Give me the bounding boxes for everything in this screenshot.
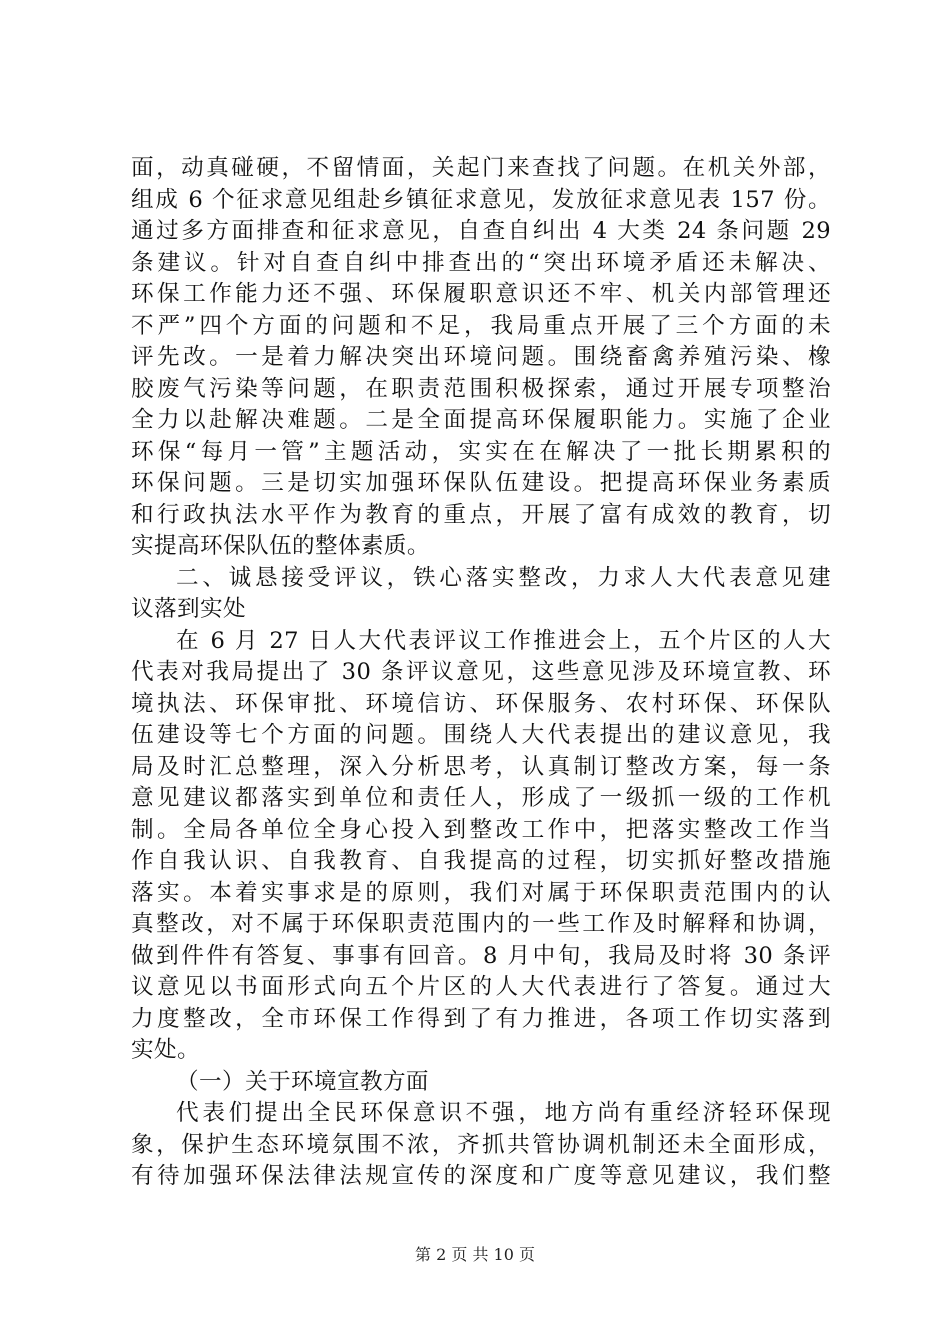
heading-line: 二、诚恳接受评议，铁心落实整改，力求人大代表意见建 — [176, 564, 831, 591]
section-heading-2 — [131, 563, 831, 626]
text-line: 代表们提出全民环保意识不强，地方尚有重经济轻环保现 — [176, 1100, 831, 1126]
text-line: 局及时汇总整理，深入分析思考，认真制订整改方案，每一条 — [131, 753, 831, 780]
text-line: 制。全局各单位全身心投入到整改工作中，把落实整改工作当 — [131, 816, 831, 843]
text-line: 落实。本着实事求是的原则，我们对属于环保职责范围内的认 — [131, 879, 831, 906]
text-line: 组成 6 个征求意见组赴乡镇征求意见，发放征求意见表 157 份。 — [131, 186, 831, 213]
text-line: 面，动真碰硬，不留情面，关起门来查找了问题。在机关外部， — [131, 155, 831, 181]
text-line: 评先改。一是着力解决突出环境问题。围绕畜禽养殖污染、橡 — [131, 344, 831, 370]
text-line: 象，保护生态环境氛围不浓，齐抓共管协调机制还未全面形成， — [131, 1131, 831, 1158]
text-line: 代表对我局提出了 30 条评议意见，这些意见涉及环境宣教、环 — [131, 659, 831, 685]
text-line: 全力以赴解决难题。二是全面提高环保履职能力。实施了企业 — [131, 407, 831, 433]
text-line: 真整改，对不属于环保职责范围内的一些工作及时解释和协调， — [131, 911, 831, 937]
text-line: 胶废气污染等问题，在职责范围积极探索，通过开展专项整治 — [131, 375, 831, 402]
text-line: 作自我认识、自我教育、自我提高的过程，切实抓好整改措施 — [131, 848, 831, 874]
text-line: 意见建议都落实到单位和责任人，形成了一级抓一级的工作机 — [131, 785, 831, 811]
text-line: 条建议。针对自查自纠中排查出的“突出环境矛盾还未解决、 — [131, 249, 831, 276]
text-line: 伍建设等七个方面的问题。围绕人大代表提出的建议意见，我 — [131, 722, 831, 748]
text-line: 通过多方面排查和征求意见，自查自纠出 4 大类 24 条问题 29 — [131, 218, 831, 244]
text-line: 议意见以书面形式向五个片区的人大代表进行了答复。通过大 — [131, 974, 831, 1000]
text-line: 实处。 — [131, 1037, 200, 1063]
text-line: 力度整改，全市环保工作得到了有力推进，各项工作切实落到 — [131, 1005, 831, 1032]
paragraph-self-inspection — [131, 153, 831, 563]
document-body — [131, 153, 831, 1193]
text-line: 境执法、环保审批、环境信访、环保服务、农村环保、环保队 — [131, 690, 831, 717]
heading-line: 议落到实处 — [131, 596, 246, 622]
text-line: 实提高环保队伍的整体素质。 — [131, 533, 430, 559]
text-line: 环保问题。三是切实加强环保队伍建设。把提高环保业务素质 — [131, 470, 831, 496]
text-line: 有待加强环保法律法规宣传的深度和广度等意见建议，我们整 — [131, 1163, 831, 1189]
text-line: 做到件件有答复、事事有回音。8 月中旬，我局及时将 30 条评 — [131, 942, 831, 969]
text-line: 和行政执法水平作为教育的重点，开展了富有成效的教育，切 — [131, 501, 831, 528]
paragraph-rectification — [131, 626, 831, 1067]
paragraph-publicity — [131, 1098, 831, 1193]
page-number: 第 2 页 共 10 页 — [415, 1245, 535, 1264]
text-line: 不严”四个方面的问题和不足，我局重点开展了三个方面的未 — [131, 312, 831, 339]
subsection-heading — [131, 1067, 831, 1099]
page-footer — [0, 1242, 950, 1265]
text-line: 在 6 月 27 日人大代表评议工作推进会上，五个片区的人大 — [176, 627, 831, 654]
heading-line: （一）关于环境宣教方面 — [176, 1068, 429, 1095]
text-line: 环保“每月一管”主题活动，实实在在解决了一批长期累积的 — [131, 438, 831, 465]
text-line: 环保工作能力还不强、环保履职意识还不牢、机关内部管理还 — [131, 281, 831, 307]
